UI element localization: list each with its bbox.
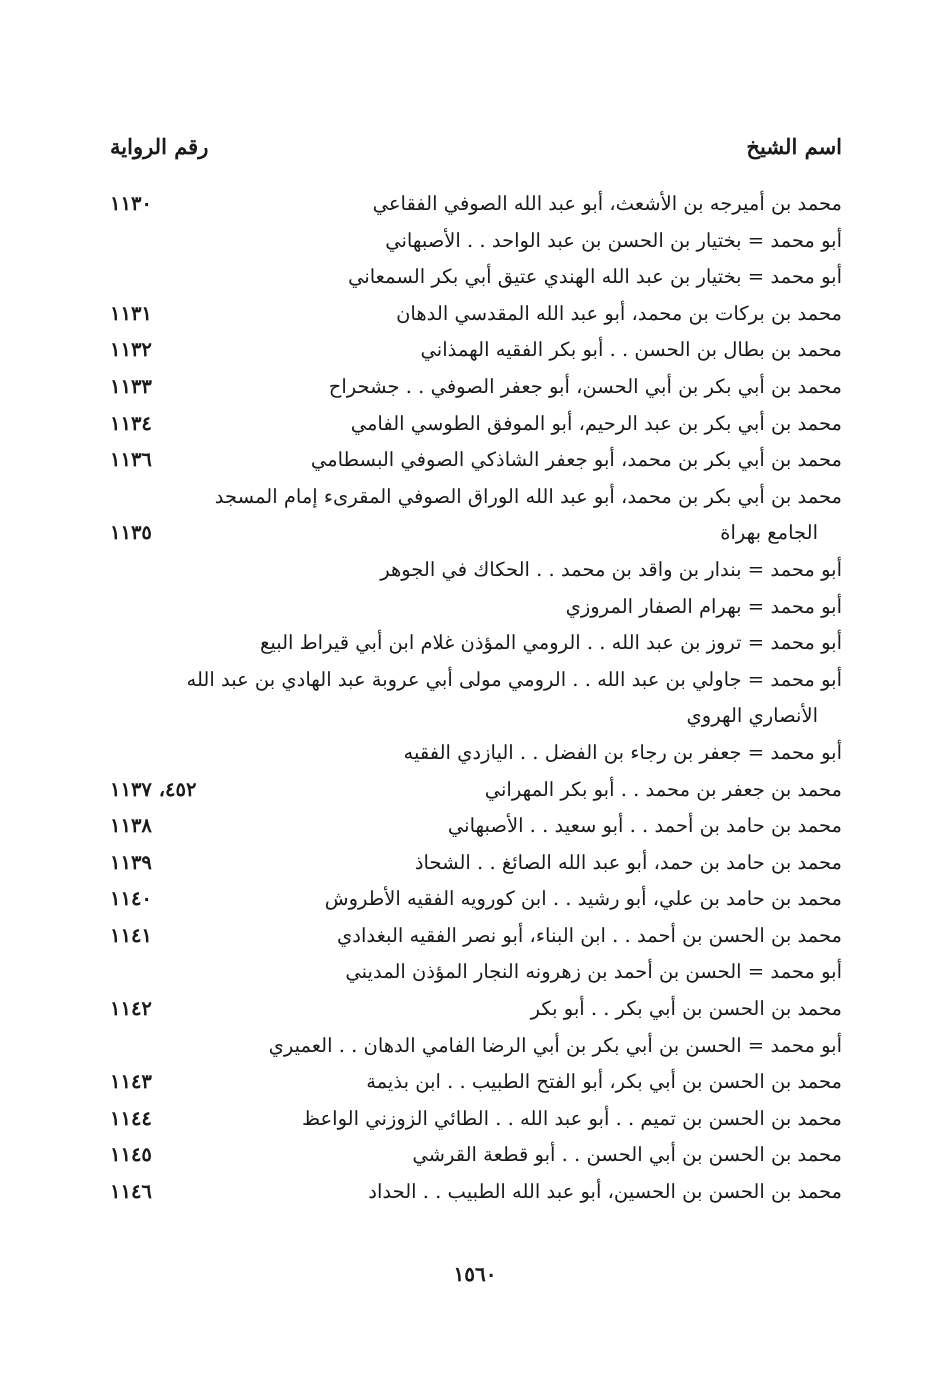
narration-number: ٤٥٢، ١١٣٧ — [110, 777, 197, 801]
sheikh-name: محمد بن الحسن بن الحسين، أبو عبد الله الطبيب . . الحداد — [368, 1180, 842, 1204]
list-item — [0, 298, 950, 335]
list-item — [0, 810, 950, 847]
list-item — [0, 1030, 950, 1067]
sheikh-name: محمد بن أبي بكر بن عبد الرحيم، أبو الموفق الطوسي الفامي — [350, 411, 842, 435]
list-item — [0, 554, 950, 591]
sheikh-name: محمد بن جعفر بن محمد . . أبو بكر المهراني — [484, 777, 842, 801]
list-item — [0, 1139, 950, 1176]
narration-number: ١١٣٨ — [110, 814, 152, 838]
narration-number: ١١٣٩ — [110, 850, 152, 874]
narration-number: ١١٤٠ — [110, 887, 152, 911]
narration-number: ١١٣٣ — [110, 374, 152, 398]
name-column-header: اسم الشيخ — [746, 134, 842, 159]
number-column-header: رقم الرواية — [110, 134, 209, 159]
list-item — [0, 627, 950, 664]
sheikh-name: أبو محمد = بختيار بن الحسن بن عبد الواحد . . الأصبهاني — [385, 228, 842, 252]
sheikh-name: محمد بن الحسن بن أبي بكر، أبو الفتح الطبيب . . ابن بذيمة — [366, 1070, 842, 1094]
list-item — [0, 261, 950, 298]
sheikh-name: محمد بن بطال بن الحسن . . أبو بكر الفقيه الهمذاني — [420, 338, 842, 362]
list-item — [0, 1103, 950, 1140]
list-item — [0, 737, 950, 774]
sheikh-name: محمد بن الحسن بن تميم . . أبو عبد الله . . الطائي الزوزني الواعظ — [302, 1106, 842, 1130]
sheikh-name: محمد بن بركات بن محمد، أبو عبد الله المقدسي الدهان — [396, 301, 842, 325]
entries-list — [0, 188, 950, 1213]
sheikh-name: أبو محمد = بهرام الصفار المروزي — [565, 594, 842, 618]
sheikh-name: أبو محمد = جعفر بن رجاء بن الفضل . . اليازدي الفقيه — [403, 740, 842, 764]
list-item — [0, 993, 950, 1030]
sheikh-name: محمد بن الحسن بن أبي الحسن . . أبو قطعة القرشي — [412, 1143, 842, 1167]
list-item — [0, 664, 950, 701]
sheikh-name: محمد بن حامد بن أحمد . . أبو سعيد . . الأصبهاني — [447, 814, 842, 838]
sheikh-name: أبو محمد = الحسن بن أحمد بن زهرونه النجار المؤذن المديني — [345, 960, 842, 984]
sheikh-name: محمد بن الحسن بن أحمد . . ابن البناء، أبو نصر الفقيه البغدادي — [337, 923, 842, 947]
list-item — [0, 444, 950, 481]
list-item — [0, 920, 950, 957]
sheikh-name: أبو محمد = جاولي بن عبد الله . . الرومي مولى أبي عروبة عبد الهادي بن عبد الله — [186, 667, 842, 691]
narration-number: ١١٣٠ — [110, 192, 152, 215]
sheikh-name: أبو محمد = تروز بن عبد الله . . الرومي المؤذن غلام ابن أبي قيراط البيع — [259, 631, 842, 655]
sheikh-name: أبو محمد = بختيار بن عبد الله الهندي عتيق أبي بكر السمعاني — [348, 265, 842, 289]
list-item — [0, 700, 950, 737]
narration-number: ١١٤٤ — [110, 1106, 152, 1130]
narration-number: ١١٣٢ — [110, 338, 152, 362]
narration-number: ١١٤٢ — [110, 997, 152, 1021]
sheikh-name: محمد بن أميرجه بن الأشعث، أبو عبد الله الصوفي الفقاعي — [372, 192, 842, 215]
sheikh-name: محمد بن أبي بكر بن محمد، أبو جعفر الشاذكي الصوفي البسطامي — [310, 448, 842, 472]
narration-number: ١١٣٤ — [110, 411, 152, 435]
list-item — [0, 188, 950, 225]
sheikh-name: محمد بن أبي بكر بن أبي الحسن، أبو جعفر الصوفي . . جشحراح — [328, 374, 842, 398]
table-header — [0, 130, 950, 170]
list-item — [0, 883, 950, 920]
list-item — [0, 225, 950, 262]
sheikh-name: محمد بن الحسن بن أبي بكر . . أبو بكر — [530, 997, 842, 1021]
narration-number: ١١٣٦ — [110, 448, 152, 472]
list-item — [0, 1176, 950, 1213]
list-item — [0, 408, 950, 445]
list-item — [0, 517, 950, 554]
narration-number: ١١٤١ — [110, 923, 152, 947]
list-item — [0, 481, 950, 518]
narration-number: ١١٤٥ — [110, 1143, 152, 1167]
narration-number: ١١٤٦ — [110, 1180, 152, 1204]
sheikh-name: محمد بن حامد بن حمد، أبو عبد الله الصائغ . . الشحاذ — [414, 850, 842, 874]
list-item — [0, 1066, 950, 1103]
sheikh-name: محمد بن حامد بن علي، أبو رشيد . . ابن كورويه الفقيه الأطروش — [324, 887, 842, 911]
list-item — [0, 847, 950, 884]
sheikh-name: محمد بن أبي بكر بن محمد، أبو عبد الله الوراق الصوفي المقرىء إمام المسجد — [214, 484, 842, 508]
page-number: ١٥٦٠ — [453, 1262, 497, 1286]
narration-number: ١١٤٣ — [110, 1070, 152, 1094]
list-item — [0, 371, 950, 408]
list-item — [0, 774, 950, 811]
sheikh-name: أبو محمد = الحسن بن أبي بكر بن أبي الرضا الفامي الدهان . . العميري — [268, 1033, 842, 1057]
narration-number: ١١٣١ — [110, 301, 152, 325]
list-item — [0, 334, 950, 371]
list-item — [0, 591, 950, 628]
list-item — [0, 956, 950, 993]
narration-number: ١١٣٥ — [110, 521, 152, 545]
sheikh-name: الجامع بهراة — [720, 521, 818, 545]
sheikh-name: أبو محمد = بندار بن واقد بن محمد . . الحكاك في الجوهر — [380, 557, 842, 581]
sheikh-name: الأنصاري الهروي — [686, 704, 818, 728]
